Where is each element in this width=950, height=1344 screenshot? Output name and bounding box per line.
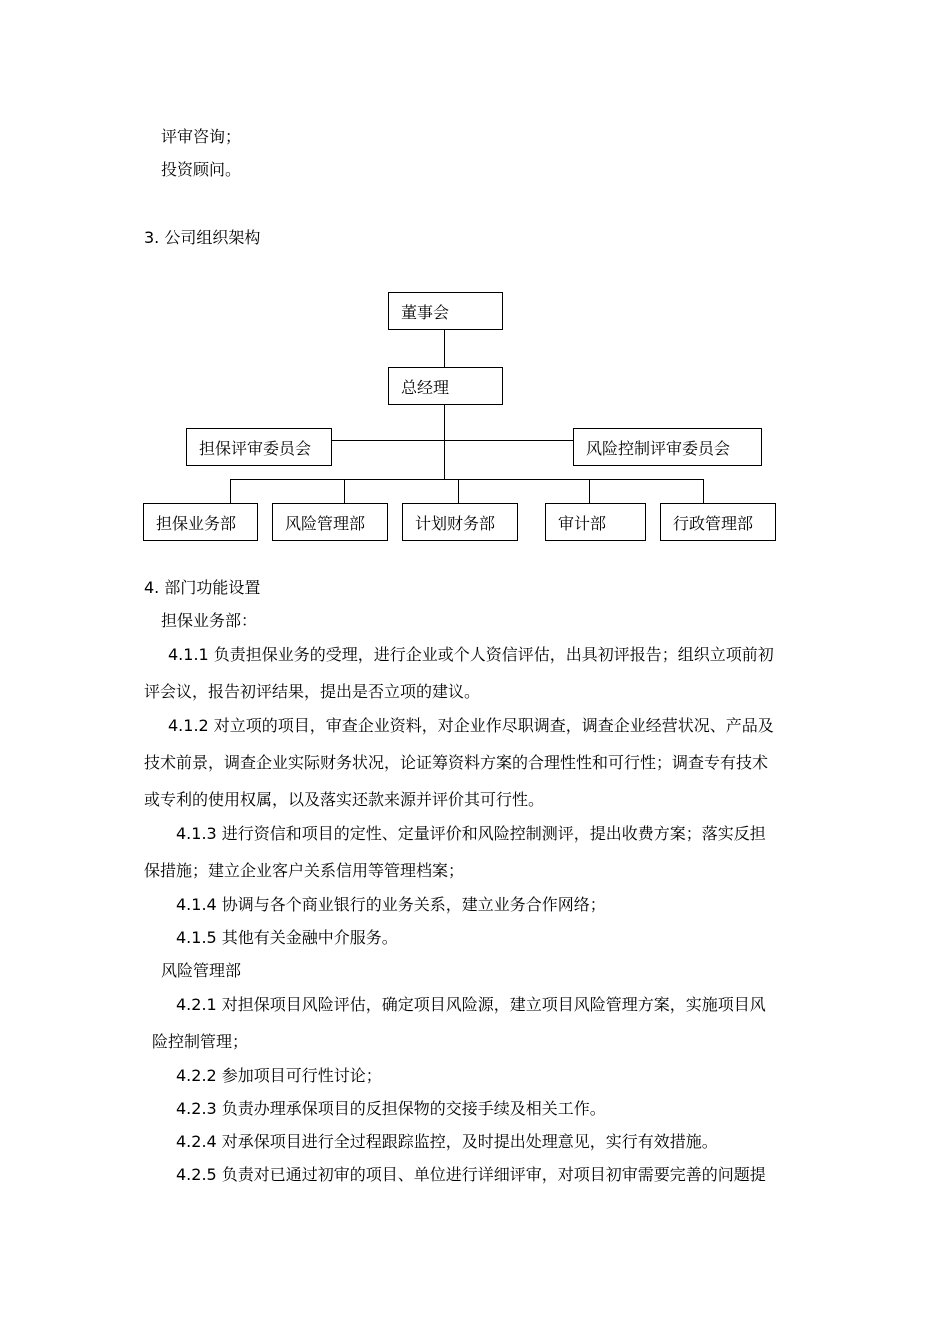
- org-box-dept-guarantee: [143, 503, 258, 541]
- paragraph-line: 4.2.5 负责对已通过初审的项目、单位进行详细评审，对项目初审需要完善的问题提: [176, 1165, 766, 1184]
- connector-dept-4: [589, 479, 590, 504]
- org-box-dept-finance: [402, 503, 518, 541]
- org-box-risk-committee: [573, 428, 762, 466]
- paragraph-line: 险控制管理；: [152, 1032, 249, 1051]
- paragraph-line: 评会议，报告初评结果，提出是否立项的建议。: [144, 682, 481, 701]
- paragraph-line: 保措施；建立企业客户关系信用等管理档案；: [144, 861, 465, 880]
- dept-2-name: 风险管理部: [161, 961, 242, 980]
- paragraph-line: 4.1.4 协调与各个商业银行的业务关系，建立业务合作网络；: [176, 895, 606, 914]
- connector-dept-5: [703, 479, 704, 504]
- paragraph-line: 4.1.3 进行资信和项目的定性、定量评价和风险控制测评，提出收费方案；落实反担: [176, 824, 766, 843]
- org-box-dept-risk: [272, 503, 388, 541]
- dept-1-name: 担保业务部：: [161, 611, 258, 630]
- section-3-title: 3. 公司组织架构: [144, 228, 261, 247]
- org-label-dept-finance: 计划财务部: [415, 513, 496, 533]
- paragraph-line: 技术前景，调查企业实际财务状况，论证筹资料方案的合理性性和可行性；调查专有技术: [144, 753, 769, 772]
- paragraph-line: 4.1.2 对立项的项目，审查企业资料，对企业作尽职调查，调查企业经营状况、产品及: [168, 716, 774, 735]
- org-label-dept-admin: 行政管理部: [673, 513, 754, 533]
- connector-committees: [331, 440, 574, 441]
- paragraph-line: 4.2.2 参加项目可行性讨论；: [176, 1066, 382, 1085]
- intro-item-investment: 投资顾问。: [161, 160, 242, 179]
- org-label-general-manager: 总经理: [401, 377, 450, 397]
- connector-dept-3: [458, 479, 459, 504]
- org-label-risk-committee: 风险控制评审委员会: [586, 438, 731, 458]
- org-box-dept-admin: [660, 503, 776, 541]
- paragraph-line: 4.2.1 对担保项目风险评估，确定项目风险源，建立项目风险管理方案，实施项目风: [176, 995, 766, 1014]
- section-4-title: 4. 部门功能设置: [144, 578, 261, 597]
- org-box-general-manager: [388, 367, 503, 405]
- intro-item-review: 评审咨询；: [161, 127, 242, 146]
- paragraph-line: 4.1.1 负责担保业务的受理，进行企业或个人资信评估，出具初评报告；组织立项前初: [168, 645, 774, 664]
- org-box-board: [388, 292, 503, 330]
- connector-dept-bus: [230, 479, 704, 480]
- org-label-board: 董事会: [401, 302, 450, 322]
- org-label-dept-guarantee: 担保业务部: [156, 513, 237, 533]
- org-box-guarantee-committee: [186, 428, 332, 466]
- paragraph-line: 4.2.4 对承保项目进行全过程跟踪监控，及时提出处理意见，实行有效措施。: [176, 1132, 718, 1151]
- paragraph-line: 4.2.3 负责办理承保项目的反担保物的交接手续及相关工作。: [176, 1099, 606, 1118]
- org-label-dept-audit: 审计部: [558, 513, 607, 533]
- paragraph-line: 或专利的使用权属，以及落实还款来源并评价其可行性。: [144, 790, 545, 809]
- org-box-dept-audit: [545, 503, 646, 541]
- org-label-guarantee-committee: 担保评审委员会: [199, 438, 312, 458]
- connector-dept-2: [344, 479, 345, 504]
- connector-gm-trunk: [444, 404, 445, 479]
- paragraph-line: 4.1.5 其他有关金融中介服务。: [176, 928, 398, 947]
- connector-dept-1: [230, 479, 231, 504]
- connector-board-gm: [444, 329, 445, 368]
- org-label-dept-risk: 风险管理部: [285, 513, 366, 533]
